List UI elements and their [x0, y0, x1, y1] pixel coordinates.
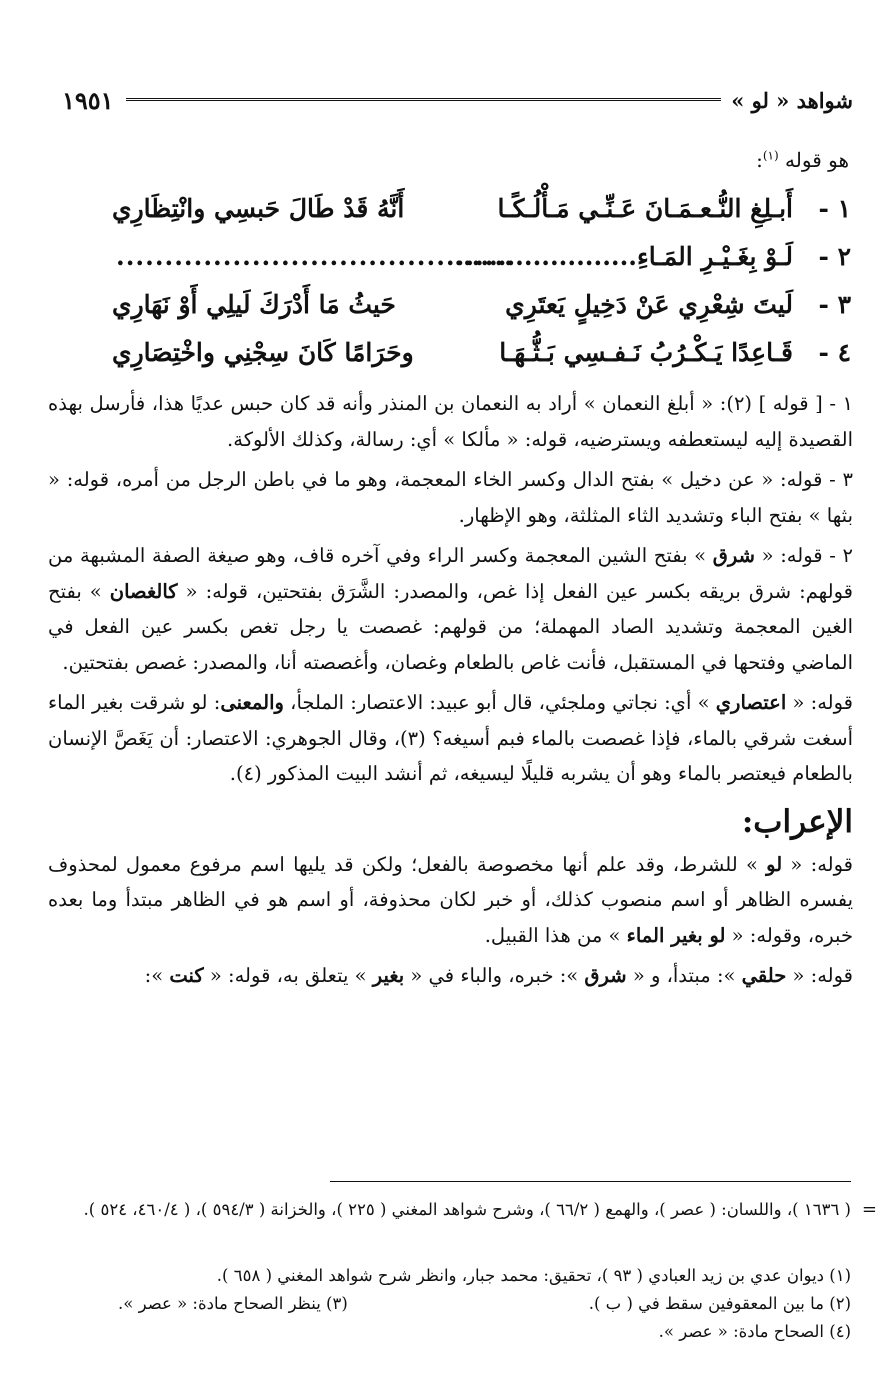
text-run: » من هذا القبيل.	[484, 923, 627, 947]
text-run: : لو شرقت بغير الماء أسغت شرقي بالماء، فإذا غصصت بالماء فبم أسيغه؟ (٣)، وقال الجوهري: الاعتصار: أن يَغَصَّ الإنسان بالطعام فيعتصر بالماء وهو أن يشربه قليلًا ليسيغه، ثم أنشد البيت المذكور (٤).	[48, 691, 853, 785]
footnote-4: (٤) الصحاح مادة: « عصر ».	[658, 1322, 851, 1341]
verse-number: ٢ -	[818, 242, 851, 271]
text-run: قوله: «	[786, 691, 853, 714]
paragraph-5	[48, 847, 853, 954]
text-run: » للشرط، وقد علم أنها مخصوصة بالفعل؛ ولكن قد يليها اسم مرفوع معمول لمحذوف يفسره الظاهر أو اسم منصوب كذلك، أو خبر لكان محذوفة، أو اسم هو في الظاهر مبتدأ وما بعده خبره، وقوله: «	[48, 852, 854, 947]
continuation-marker: =	[861, 1199, 877, 1220]
text-run: قوله: «	[782, 852, 853, 876]
text-run: »: خبره، والباء في «	[404, 964, 585, 987]
intro-line	[756, 148, 849, 172]
text-run: »:	[144, 964, 170, 987]
keyword: اعتصاري	[715, 691, 787, 714]
footnote-3: (٣) ينظر الصحاح مادة: « عصر ».	[118, 1294, 348, 1313]
running-title: شواهد « لو »	[731, 87, 853, 113]
text-run: ٢ - قوله: «	[755, 544, 853, 567]
text-run: » يتعلق به، قوله: «	[203, 964, 373, 987]
verse-number: ٤ -	[818, 338, 851, 367]
verse	[100, 190, 851, 238]
text-run: قوله: «	[786, 964, 853, 987]
footnote-continued	[48, 1195, 877, 1224]
paragraph-4	[48, 685, 853, 792]
second-hemistich: حَيثُ مَا أَدْرَكَ لَيلِي أَوْ نَهَارِي	[112, 290, 396, 319]
keyword: والمعنى	[220, 691, 284, 714]
second-hemistich: وحَرَامًا كَانَ سِجْنِي واخْتِصَارِي	[112, 338, 414, 367]
first-hemistich: قَـاعِدًا يَـكْـرُبُ نَـفـسِي بَـثُّـهَـا	[499, 338, 793, 367]
keyword: شرق	[584, 964, 627, 987]
intro-colon: :	[756, 148, 763, 172]
footnote-row	[48, 1290, 851, 1318]
first-hemistich: أَبـلِغِ النُّـعـمَـانَ عَـنِّـي مَـأْلُـكًـا	[497, 194, 793, 223]
keyword: لو بغير الماء	[626, 923, 726, 947]
text-run: » أي: نجاتي وملجئي، قال أبو عبيد: الاعتصار: الملجأ،	[283, 691, 716, 714]
page-header	[62, 80, 853, 120]
footnote-1: (١) ديوان عدي بن زيد العبادي ( ٩٣ )، تحقيق: محمد جبار، وانظر شرح شواهد المغني ( ٦٥٨ ).	[216, 1266, 851, 1285]
header-rule	[126, 98, 722, 104]
footnote-continued-text: ( ١٦٣٦ )، واللسان: ( عصر )، والهمع ( ٦٦/٢ )، وشرح شواهد المغني ( ٢٢٥ )، والخزانة ( ٥٩٤/٣ )، ( ٤٦٠/٤، ٥٢٤ ).	[83, 1200, 851, 1219]
paragraph-6	[48, 958, 853, 994]
intro-text: هو قوله	[785, 148, 849, 172]
footnote-divider	[330, 1181, 851, 1182]
second-hemistich: .........................................	[116, 242, 514, 271]
footnote-2: (٢) ما بين المعقوفين سقط في ( ب ).	[588, 1294, 851, 1313]
text-run: » بفتح الغين المعجمة وتشديد الصاد المهملة؛ من قولهم: غصصت يا رجل تغص بكسر عين الفعل في الماضي وفتحها في المستقبل، فأنت غاص بالطعام وغصان، وأغصصته أنا، والمصدر: غصص بفتحتين.	[48, 579, 853, 674]
commentary	[48, 386, 853, 999]
keyword: شرق	[712, 544, 755, 567]
text-run: » بفتح الشين المعجمة وكسر الراء وفي آخره قاف، وهو صيغة الصفة المشبهة من قولهم: شرق بريقه بكسر عين الفعل إذا غص، والمصدر: الشَّرَق بفتحتين، قوله: «	[48, 544, 853, 603]
first-hemistich: لَيتَ شِعْرِي عَنْ دَخِيلٍ يَعتَرِي	[505, 290, 793, 319]
verse	[100, 334, 851, 382]
keyword: بغير	[372, 964, 405, 987]
footnotes	[48, 1262, 851, 1346]
footnote-ref: (١)	[762, 148, 779, 163]
text-run: »: مبتدأ، و «	[626, 964, 742, 987]
paragraph-1: ١ - [ قوله ] (٢): « أبلغ النعمان » أراد به النعمان بن المنذر وأنه قد كان حبس عديًا هذا، فأرسل بهذه القصيدة إليه ليستعطفه ويسترضيه، قوله: « مألكا » أي: رسالة، وكذلك الألوكة.	[48, 392, 854, 451]
poem	[100, 190, 851, 382]
verse-number: ١ -	[818, 194, 851, 223]
paragraph-2: ٣ - قوله: « عن دخيل » بفتح الدال وكسر الخاء المعجمة، وهو ما في باطن الرجل من أمره، قوله: « بثها » بفتح الباء وتشديد الثاء المثلثة، وهو الإظهار.	[48, 468, 853, 527]
section-heading: الإعراب:	[741, 803, 853, 840]
keyword: كالغصان	[109, 579, 178, 603]
page-number: ١٩٥١	[62, 85, 114, 115]
keyword: كنت	[169, 964, 204, 987]
second-hemistich: أَنَّهُ قَدْ طَالَ حَبسِي وانْتِظَارِي	[112, 194, 405, 223]
first-hemistich: لَـوْ بِغَـيْـرِ المَـاءِ.....................	[454, 242, 793, 271]
verse-number: ٣ -	[818, 290, 851, 319]
keyword: لو	[766, 852, 783, 876]
verse	[100, 238, 851, 286]
verse	[100, 286, 851, 334]
paragraph-3	[48, 538, 853, 680]
keyword: حلقي	[741, 964, 787, 987]
